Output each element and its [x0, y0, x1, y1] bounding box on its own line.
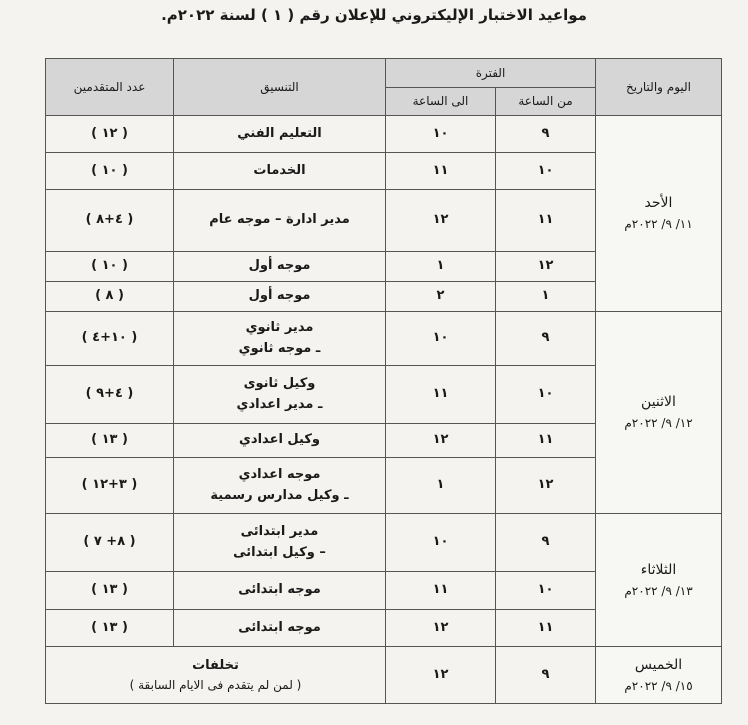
coordination-line: مدير ادارة – موجه عام [209, 212, 350, 228]
to-hour-cell: ١٠ [386, 312, 496, 366]
applicants-count-cell: ( ٨+ ٧ ) [46, 514, 174, 572]
applicants-count-cell: ( ١٠ ) [46, 252, 174, 282]
day-name: الخميس [634, 656, 683, 673]
applicants-count-cell: ( ٤+٨ ) [46, 190, 174, 252]
coordination-cell [46, 647, 386, 704]
applicants-count-cell: ( ١٣ ) [46, 424, 174, 458]
coordination-cell [174, 514, 386, 572]
coordination-cell [174, 312, 386, 366]
coordination-cell [174, 252, 386, 282]
coordination-line: مدير ثانوي [245, 320, 314, 336]
applicants-count-cell: ( ١٣ ) [46, 572, 174, 610]
day-name: الأحد [644, 195, 673, 212]
day-cell [596, 514, 722, 647]
from-hour-cell: ١٢ [496, 252, 596, 282]
coordination-line: وكيل ثانوى [243, 376, 316, 392]
applicants-count-cell: ( ١٠+٤ ) [46, 312, 174, 366]
to-hour-cell: ٢ [386, 282, 496, 312]
day-name: الثلاثاء [640, 561, 677, 578]
coordination-cell [174, 572, 386, 610]
coordination-line: موجه ابتدائى [238, 619, 321, 635]
coordination-line: موجه أول [248, 258, 311, 274]
coordination-cell [174, 190, 386, 252]
coordination-line: موجه أول [248, 288, 311, 304]
coordination-cell [174, 153, 386, 190]
table-row [46, 312, 722, 366]
coordination-line: موجه ابتدائى [238, 582, 321, 598]
page-title: مواعيد الاختبار الإليكتروني للإعلان رقم ( ١ ) لسنة ٢٠٢٢م. [161, 6, 587, 24]
coordination-cell [174, 116, 386, 153]
coordination-cell [174, 366, 386, 424]
from-hour-cell: ١١ [496, 190, 596, 252]
from-hour-cell: ٩ [496, 116, 596, 153]
day-date: ١١/ ٩/ ٢٠٢٢م [624, 217, 693, 232]
coordination-line: وكيل اعدادي [239, 432, 320, 448]
to-hour-cell: ١٢ [386, 190, 496, 252]
from-hour-cell: ١٠ [496, 153, 596, 190]
to-hour-cell: ١١ [386, 153, 496, 190]
applicants-count-cell: ( ٤+٩ ) [46, 366, 174, 424]
from-hour-cell: ١ [496, 282, 596, 312]
applicants-count-cell: ( ٨ ) [46, 282, 174, 312]
day-date: ١٥/ ٩/ ٢٠٢٢م [624, 678, 693, 693]
header-period: الفترة [386, 59, 596, 88]
applicants-count-cell: ( ١٠ ) [46, 153, 174, 190]
coordination-cell [174, 610, 386, 647]
applicants-count-cell: ( ١٣ ) [46, 610, 174, 647]
coordination-line: ـ موجه ثانوي [238, 340, 321, 356]
to-hour-cell: ١٢ [386, 647, 496, 704]
table-row [46, 116, 722, 153]
header-day-date: اليوم والتاريخ [596, 59, 722, 116]
table-row [46, 647, 722, 704]
to-hour-cell: ١٠ [386, 116, 496, 153]
to-hour-cell: ١١ [386, 572, 496, 610]
day-name: الاثنين [641, 394, 676, 411]
coordination-line: ـ مدير اعدادي [236, 396, 323, 412]
header-to: الى الساعة [386, 88, 496, 116]
day-cell [596, 312, 722, 514]
to-hour-cell: ١ [386, 458, 496, 514]
from-hour-cell: ٩ [496, 514, 596, 572]
from-hour-cell: ١٠ [496, 572, 596, 610]
coordination-line: – وكيل ابتدائى [233, 544, 326, 560]
coordination-line: ( لمن لم يتقدم فى الايام السابقة ) [129, 677, 302, 692]
header-applicants: عدد المتقدمين [46, 59, 174, 116]
coordination-line: الخدمات [253, 162, 306, 178]
to-hour-cell: ١ [386, 252, 496, 282]
from-hour-cell: ٩ [496, 312, 596, 366]
schedule-body [46, 116, 722, 704]
coordination-line: موجه اعدادي [238, 467, 321, 483]
day-date: ١٢/ ٩/ ٢٠٢٢م [624, 416, 693, 431]
from-hour-cell: ١٠ [496, 366, 596, 424]
coordination-line: مدير ابتدائى [240, 524, 319, 540]
applicants-count-cell: ( ١٢ ) [46, 116, 174, 153]
schedule-table [45, 58, 722, 704]
coordination-line: التعليم الفني [237, 125, 322, 141]
from-hour-cell: ١١ [496, 424, 596, 458]
to-hour-cell: ١٠ [386, 514, 496, 572]
day-cell [596, 647, 722, 704]
day-cell [596, 116, 722, 312]
from-hour-cell: ١١ [496, 610, 596, 647]
coordination-cell [174, 282, 386, 312]
applicants-count-cell: ( ٣+١٢ ) [46, 458, 174, 514]
coordination-line: تخلفات [192, 657, 239, 673]
coordination-cell [174, 424, 386, 458]
day-date: ١٣/ ٩/ ٢٠٢٢م [624, 583, 693, 598]
table-row [46, 514, 722, 572]
to-hour-cell: ١٢ [386, 610, 496, 647]
header-coordination: التنسيق [174, 59, 386, 116]
header-from: من الساعة [496, 88, 596, 116]
from-hour-cell: ١٢ [496, 458, 596, 514]
to-hour-cell: ١٢ [386, 424, 496, 458]
coordination-line: ـ وكيل مدارس رسمية [210, 487, 349, 503]
from-hour-cell: ٩ [496, 647, 596, 704]
coordination-cell [174, 458, 386, 514]
to-hour-cell: ١١ [386, 366, 496, 424]
